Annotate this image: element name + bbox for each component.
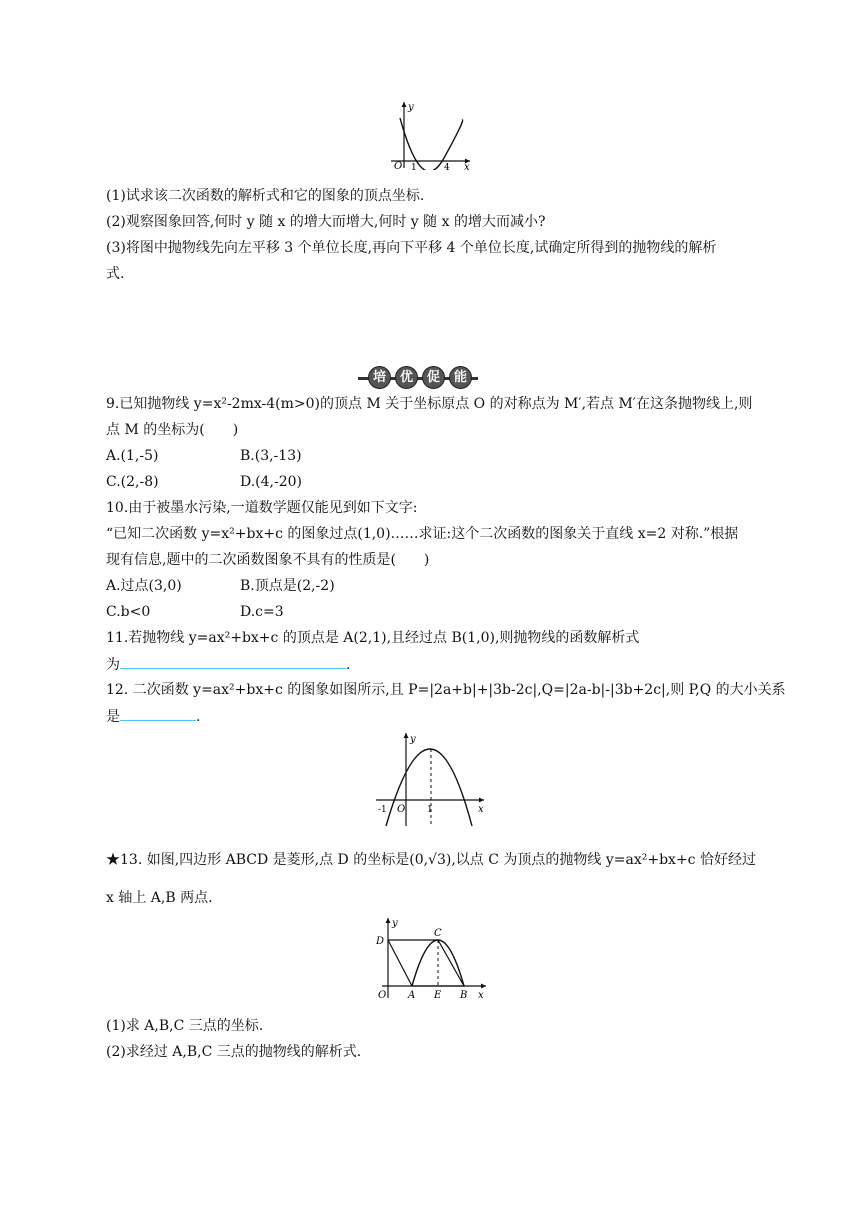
q9-option-d: D.(4,-20)	[240, 474, 303, 490]
q10-stem-cont: “已知二次函数 y=x²+bx+c 的图象过点(1,0)……求证:这个二次函数的图象关于直线 x=2 对称.”根据	[106, 526, 739, 542]
q12-answer-blank[interactable]	[120, 706, 196, 721]
fig2-origin-label: O	[397, 804, 406, 815]
q8-part2: (2)观察图象回答,何时 y 随 x 的增大而增大,何时 y 随 x 的增大而减小?	[106, 214, 546, 230]
q11-answer-line	[106, 654, 350, 675]
fig2-tick-1: 1	[427, 805, 433, 815]
q9-option-b: B.(3,-13)	[240, 448, 302, 464]
badge-char-3: 促	[422, 366, 445, 389]
q9-stem: 9.已知抛物线 y=x²-2mx-4(m>0)的顶点 M 关于坐标原点 O 的对称点为 M′,若点 M′在这条抛物线上,则	[106, 396, 753, 412]
q13-stem-cont: x 轴上 A,B 两点.	[106, 890, 213, 906]
q9-option-c: C.(2,-8)	[106, 474, 159, 490]
fig2-y-label: y	[410, 734, 416, 745]
fig3-x-label: x	[478, 990, 484, 1000]
q8-part3-cont: 式.	[106, 266, 125, 282]
q11-answer-blank[interactable]	[120, 654, 346, 669]
parabola-figure-1	[386, 98, 476, 170]
badge-char-1: 培	[368, 366, 391, 389]
fig1-origin-label: O	[394, 161, 403, 170]
fig3-point-a: A	[408, 990, 416, 1000]
rhombus-parabola-figure	[372, 914, 492, 1000]
fig1-tick-1: 1	[411, 163, 417, 170]
badge-char-4: 能	[449, 366, 472, 389]
q13-part2: (2)求经过 A,B,C 三点的抛物线的解析式.	[106, 1044, 362, 1060]
q12-answer-line	[106, 706, 200, 727]
q8-part1: (1)试求该二次函数的解析式和它的图象的顶点坐标.	[106, 188, 425, 204]
fig1-tick-4: 4	[444, 163, 450, 170]
fig3-point-c: C	[434, 928, 442, 939]
q10-stem: 10.由于被墨水污染,一道数学题仅能见到如下文字:	[106, 500, 418, 516]
badge-char-2: 优	[395, 366, 418, 389]
q10-option-d: D.c=3	[240, 604, 284, 620]
q10-stem-cont2: 现有信息,题中的二次函数图象不具有的性质是( )	[106, 552, 430, 568]
q12-end: .	[196, 709, 201, 725]
section-badge	[358, 366, 478, 390]
fig1-x-label: x	[464, 162, 470, 170]
q10-option-b: B.顶点是(2,-2)	[240, 578, 335, 594]
q11-prefix: 为	[106, 657, 120, 673]
q11-end: .	[346, 657, 351, 673]
q10-option-c: C.b<0	[106, 604, 151, 620]
fig3-origin-label: O	[378, 990, 387, 1000]
fig1-y-label: y	[408, 102, 414, 113]
q11-stem: 11.若抛物线 y=ax²+bx+c 的顶点是 A(2,1),且经过点 B(1,0),则抛物线的函数解析式	[106, 630, 640, 646]
fig3-y-label: y	[392, 918, 398, 929]
parabola-figure-2	[372, 730, 492, 830]
q13-stem: ★13. 如图,四边形 ABCD 是菱形,点 D 的坐标是(0,√3),以点 C 为顶点的抛物线 y=ax²+bx+c 恰好经过	[106, 852, 756, 868]
fig3-point-e: E	[434, 990, 442, 1000]
q13-part1: (1)求 A,B,C 三点的坐标.	[106, 1018, 264, 1034]
q12-prefix: 是	[106, 709, 120, 725]
q9-option-a: A.(1,-5)	[106, 448, 159, 464]
fig2-x-label: x	[478, 804, 484, 815]
fig2-tick-neg1: -1	[378, 805, 387, 815]
fig3-point-d: D	[376, 936, 385, 947]
q9-stem-cont: 点 M 的坐标为( )	[106, 422, 239, 438]
q10-option-a: A.过点(3,0)	[106, 578, 182, 594]
q12-stem: 12. 二次函数 y=ax²+bx+c 的图象如图所示,且 P=|2a+b|+|3b-2c|,Q=|2a-b|-|3b+2c|,则 P,Q 的大小关系	[106, 682, 786, 698]
fig3-point-b: B	[460, 990, 468, 1000]
q8-part3: (3)将图中抛物线先向左平移 3 个单位长度,再向下平移 4 个单位长度,试确定所得到的抛物线的解析	[106, 240, 717, 256]
